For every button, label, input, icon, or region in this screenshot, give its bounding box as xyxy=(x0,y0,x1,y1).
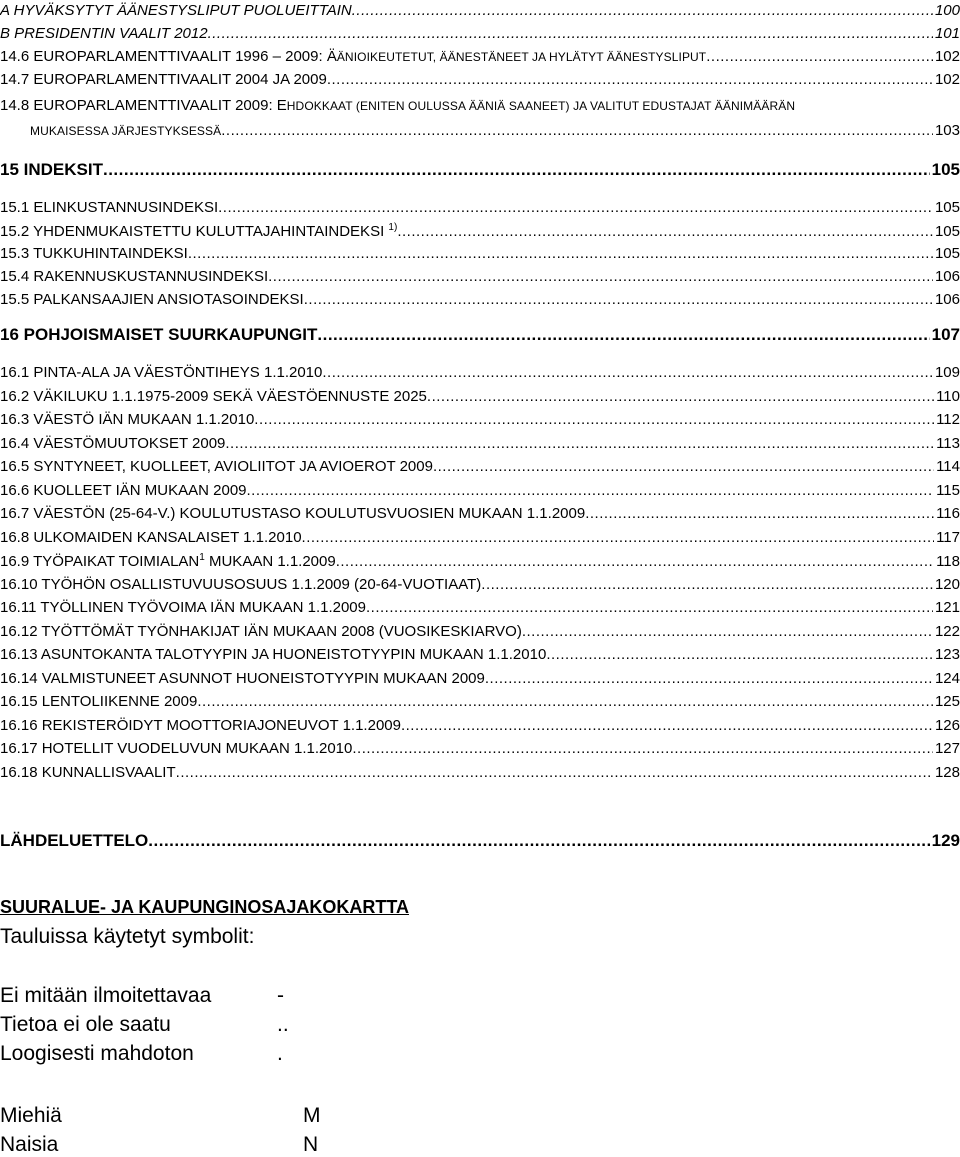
dot-leader xyxy=(247,482,935,499)
toc-item[interactable] xyxy=(0,599,960,616)
dot-leader xyxy=(522,623,933,640)
toc-label: 16.4 VÄESTÖMUUTOKSET 2009 xyxy=(0,435,226,452)
symbol-value: . xyxy=(277,1042,283,1065)
toc-label: 16.1 PINTA-ALA JA VÄESTÖNTIHEYS 1.1.2010 xyxy=(0,364,323,381)
section-title: LÄHDELUETTELO xyxy=(0,831,149,850)
toc-page: 109 xyxy=(934,364,960,381)
dot-leader xyxy=(208,25,933,42)
toc-page: 120 xyxy=(934,576,960,593)
toc-page: 105 xyxy=(934,223,960,240)
toc-label: 16.16 REKISTERÖIDYT MOOTTORIAJONEUVOT 1.1.2009 xyxy=(0,717,401,734)
toc-page: 102 xyxy=(934,48,960,65)
toc-item[interactable] xyxy=(0,199,960,216)
toc-page: 118 xyxy=(936,553,960,570)
toc-entry-14-6[interactable] xyxy=(0,48,960,65)
map-heading: SUURALUE- JA KAUPUNGINOSAJAKOKARTTA xyxy=(0,897,410,917)
toc-page: 113 xyxy=(936,435,960,452)
toc-page: 107 xyxy=(931,325,960,344)
toc-item[interactable] xyxy=(0,291,960,308)
toc-item[interactable] xyxy=(0,388,960,405)
toc-label: 16.2 VÄKILUKU 1.1.1975-2009 SEKÄ VÄESTÖENNUSTE 2025 xyxy=(0,388,427,405)
dot-leader xyxy=(366,599,933,616)
toc-page: 115 xyxy=(936,482,960,499)
dot-leader xyxy=(317,325,929,345)
toc-lahdeluettelo[interactable] xyxy=(0,831,960,851)
toc-label: 16.8 ULKOMAIDEN KANSALAISET 1.1.2010 xyxy=(0,529,302,546)
toc-label: 16.6 KUOLLEET IÄN MUKAAN 2009 xyxy=(0,482,247,499)
toc-item[interactable] xyxy=(0,576,960,593)
toc-label: 16.9 TYÖPAIKAT TOIMIALAN$^1$ MUKAAN 1.1.2009 xyxy=(0,552,336,570)
toc-label: 16.14 VALMISTUNEET ASUNNOT HUONEISTOTYYPIN MUKAAN 2009 xyxy=(0,670,485,687)
dot-leader xyxy=(352,2,933,19)
toc-page: 122 xyxy=(934,623,960,640)
dot-leader xyxy=(585,505,934,522)
toc-page: 117 xyxy=(936,529,960,546)
symbol-label: Loogisesti mahdoton xyxy=(0,1042,194,1065)
toc-label: 15.4 RAKENNUSKUSTANNUSINDEKSI xyxy=(0,268,269,285)
toc-item[interactable] xyxy=(0,646,960,663)
toc-label: 16.17 HOTELLIT VUODELUVUN MUKAAN 1.1.2010 xyxy=(0,740,353,757)
dot-leader xyxy=(254,411,934,428)
toc-page: 124 xyxy=(934,670,960,687)
toc-item[interactable] xyxy=(0,364,960,381)
toc-page: 127 xyxy=(934,740,960,757)
dot-leader xyxy=(304,291,933,308)
toc-label: B PRESIDENTIN VAALIT 2012 xyxy=(0,25,208,42)
toc-page: 105 xyxy=(934,245,960,262)
toc-item[interactable] xyxy=(0,693,960,710)
toc-label: 14.6 EUROPARLAMENTTIVAALIT 1996 – 2009: ÄÄNIOIKEUTETUT, ÄÄNESTÄNEET JA HYLÄTYT ÄÄNESTYSLIPUT xyxy=(0,48,707,65)
toc-page: 106 xyxy=(934,291,960,308)
toc-item[interactable] xyxy=(0,717,960,734)
toc-page: 125 xyxy=(934,693,960,710)
toc-item[interactable] xyxy=(0,552,960,570)
dot-leader xyxy=(401,717,933,734)
toc-label: 16.11 TYÖLLINEN TYÖVOIMA IÄN MUKAAN 1.1.2009 xyxy=(0,599,366,616)
toc-entry-14-8[interactable] xyxy=(0,97,960,114)
toc-section-15[interactable] xyxy=(0,160,960,180)
dot-leader xyxy=(302,529,935,546)
dot-leader xyxy=(225,435,934,452)
toc-entry-a[interactable] xyxy=(0,2,960,19)
toc-page: 116 xyxy=(936,505,960,522)
dot-leader xyxy=(352,740,933,757)
toc-item[interactable] xyxy=(0,764,960,781)
toc-item[interactable] xyxy=(0,245,960,262)
symbol-value: .. xyxy=(277,1013,289,1036)
toc-item[interactable] xyxy=(0,482,960,499)
toc-label: A HYVÄKSYTYT ÄÄNESTYSLIPUT PUOLUEITTAIN xyxy=(0,2,352,19)
toc-page: 129 xyxy=(931,831,960,850)
toc-page: 105 xyxy=(934,199,960,216)
dot-leader xyxy=(148,831,929,851)
dot-leader xyxy=(197,693,933,710)
dot-leader xyxy=(427,388,934,405)
toc-item[interactable] xyxy=(0,623,960,640)
dot-leader xyxy=(188,245,933,262)
toc-page: 102 xyxy=(934,71,960,88)
toc-label: MUKAISESSA JÄRJESTYKSESSÄ xyxy=(30,124,222,138)
toc-item[interactable] xyxy=(0,458,960,475)
toc-entry-14-7[interactable] xyxy=(0,71,960,88)
dot-leader xyxy=(218,199,933,216)
dot-leader xyxy=(485,670,933,687)
dot-leader xyxy=(221,122,933,139)
dot-leader xyxy=(706,48,933,65)
gender-value: M xyxy=(303,1104,321,1127)
toc-page: 100 xyxy=(934,2,960,19)
gender-label: Naisia xyxy=(0,1133,59,1156)
toc-label: 15.1 ELINKUSTANNUSINDEKSI xyxy=(0,199,219,216)
toc-page: 106 xyxy=(934,268,960,285)
section-title: 15 INDEKSIT xyxy=(0,160,103,179)
toc-item[interactable] xyxy=(0,670,960,687)
toc-label: 16.12 TYÖTTÖMÄT TYÖNHAKIJAT IÄN MUKAAN 2008 (VUOSIKESKIARVO) xyxy=(0,623,522,640)
symbols-heading: Tauluissa käytetyt symbolit: xyxy=(0,925,255,948)
toc-label: 16.5 SYNTYNEET, KUOLLEET, AVIOLIITOT JA AVIOEROT 2009 xyxy=(0,458,433,475)
toc-entry-14-8-cont[interactable] xyxy=(0,122,960,139)
dot-leader xyxy=(433,458,934,475)
symbol-value: - xyxy=(277,984,284,1007)
section-title: 16 POHJOISMAISET SUURKAUPUNGIT xyxy=(0,325,318,344)
toc-page: 123 xyxy=(934,646,960,663)
toc-item[interactable] xyxy=(0,222,960,240)
toc-item[interactable] xyxy=(0,505,960,522)
dot-leader xyxy=(336,553,934,570)
toc-item[interactable] xyxy=(0,435,960,452)
toc-item[interactable] xyxy=(0,529,960,546)
dot-leader xyxy=(103,160,930,180)
toc-label: 16.3 VÄESTÖ IÄN MUKAAN 1.1.2010 xyxy=(0,411,255,428)
gender-value: N xyxy=(303,1133,319,1156)
gender-label: Miehiä xyxy=(0,1104,62,1127)
toc-page: 121 xyxy=(934,599,960,616)
toc-page: 110 xyxy=(936,388,960,405)
toc-label: 15.5 PALKANSAAJIEN ANSIOTASOINDEKSI xyxy=(0,291,304,308)
toc-page: 101 xyxy=(934,25,960,42)
toc-entry-b[interactable] xyxy=(0,25,960,42)
dot-leader xyxy=(176,764,933,781)
toc-label: 14.7 EUROPARLAMENTTIVAALIT 2004 JA 2009 xyxy=(0,71,327,88)
toc-label: 16.7 VÄESTÖN (25-64-V.) KOULUTUSTASO KOULUTUSVUOSIEN MUKAAN 1.1.2009 xyxy=(0,505,586,522)
dot-leader xyxy=(322,364,933,381)
toc-page: 112 xyxy=(936,411,960,428)
toc-page: 103 xyxy=(934,122,960,139)
toc-label: 16.15 LENTOLIIKENNE 2009 xyxy=(0,693,198,710)
toc-label: 15.2 YHDENMUKAISTETTU KULUTTAJAHINTAINDEKSI $^{1)}$ xyxy=(0,222,398,240)
symbol-label: Ei mitään ilmoitettavaa xyxy=(0,984,212,1007)
dot-leader xyxy=(327,71,933,88)
toc-page: 126 xyxy=(934,717,960,734)
toc-page: 128 xyxy=(934,764,960,781)
toc-label: 16.18 KUNNALLISVAALIT xyxy=(0,764,176,781)
toc-label: 16.10 TYÖHÖN OSALLISTUVUUSOSUUS 1.1.2009 (20-64-VUOTIAAT) xyxy=(0,576,482,593)
dot-leader xyxy=(268,268,933,285)
toc-item[interactable] xyxy=(0,268,960,285)
dot-leader xyxy=(546,646,933,663)
toc-item[interactable] xyxy=(0,740,960,757)
toc-item[interactable] xyxy=(0,411,960,428)
dot-leader xyxy=(397,223,933,240)
toc-label: 15.3 TUKKUHINTAINDEKSI xyxy=(0,245,188,262)
toc-section-16[interactable] xyxy=(0,325,960,345)
toc-label: 14.8 EUROPARLAMENTTIVAALIT 2009: EHDOKKAAT (ENITEN OULUSSA ÄÄNIÄ SAANEET) JA VALITUT EDUSTAJAT ÄÄNIMÄÄRÄN xyxy=(0,97,796,114)
toc-page: 114 xyxy=(936,458,960,475)
toc-label: 16.13 ASUNTOKANTA TALOTYYPIN JA HUONEISTOTYYPIN MUKAAN 1.1.2010 xyxy=(0,646,547,663)
toc-page: 105 xyxy=(931,160,960,179)
dot-leader xyxy=(481,576,933,593)
symbol-label: Tietoa ei ole saatu xyxy=(0,1013,171,1036)
